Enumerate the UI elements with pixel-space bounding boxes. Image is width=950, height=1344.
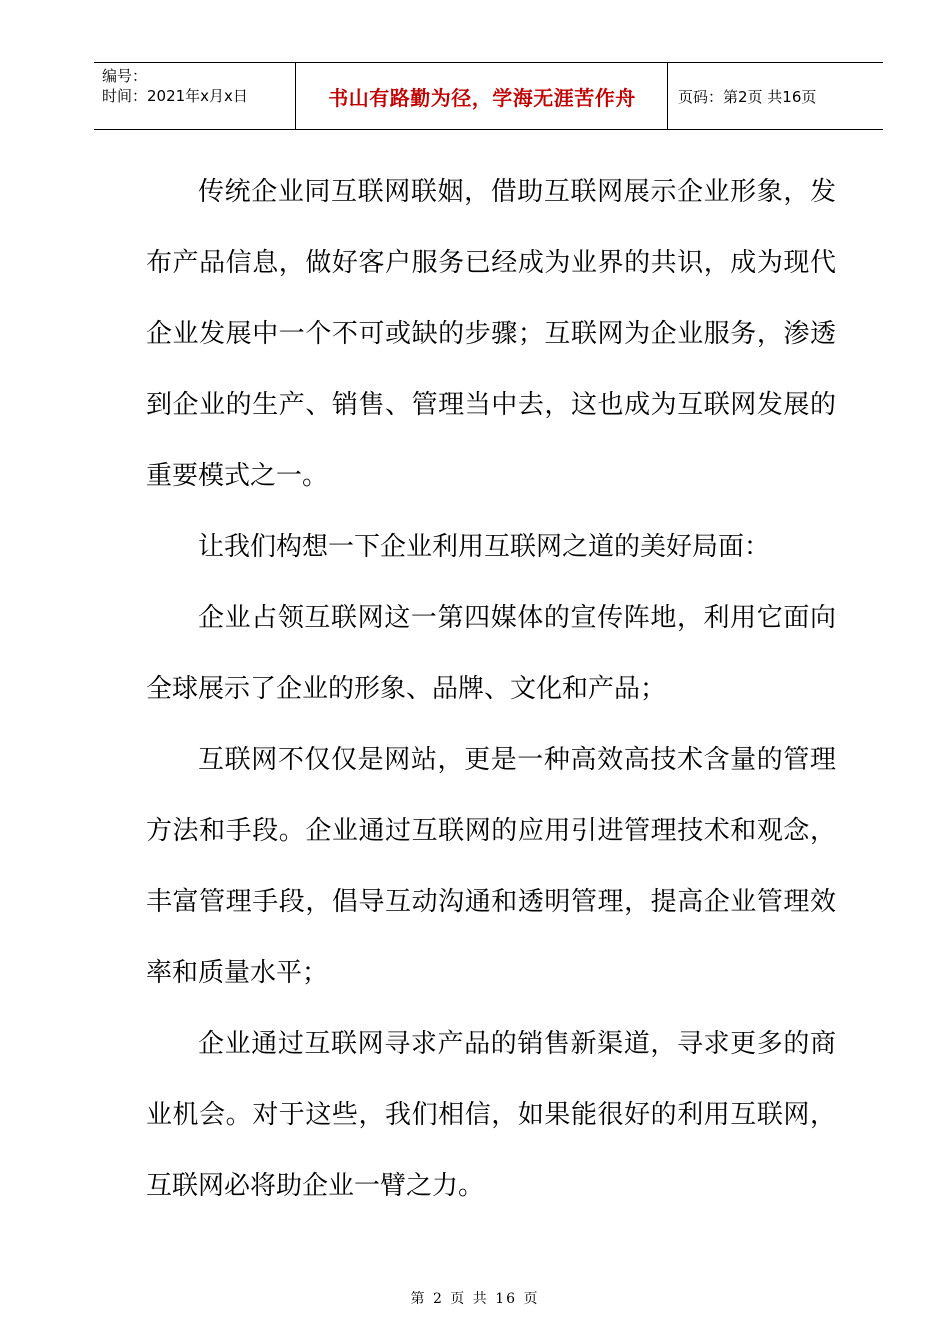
header-meta [102, 66, 248, 106]
paragraph-4: 互联网不仅仅是网站，更是一种高效高技术含量的管理方法和手段。企业通过互联网的应用引进管理技术和观念，丰富管理手段，倡导互动沟通和透明管理，提高企业管理效率和质量水平； [146, 745, 836, 988]
page-header [94, 62, 883, 130]
header-page-info: 页码：第2页 共16页 [678, 88, 817, 106]
time-label: 时间：2021年x月x日 [102, 87, 248, 105]
document-body [146, 157, 836, 1222]
paragraph-3: 企业占领互联网这一第四媒体的宣传阵地，利用它面向全球展示了企业的形象、品牌、文化和产品； [146, 603, 836, 704]
paragraph-5: 企业通过互联网寻求产品的销售新渠道，寻求更多的商业机会。对于这些，我们相信，如果能很好的利用互联网，互联网必将助企业一臂之力。 [146, 1029, 836, 1201]
header-motto: 书山有路勤为径，学海无涯苦作舟 [328, 86, 636, 110]
paragraph-2: 让我们构想一下企业利用互联网之道的美好局面： [198, 532, 771, 562]
number-label: 编号： [102, 67, 148, 85]
page-footer: 第 2 页 共 16 页 [410, 1291, 540, 1307]
paragraph-1: 传统企业同互联网联姻，借助互联网展示企业形象，发布产品信息，做好客户服务已经成为业界的共识，成为现代企业发展中一个不可或缺的步骤；互联网为企业服务，渗透到企业的生产、销售、管理当中去，这也成为互联网发展的重要模式之一。 [146, 177, 836, 491]
header-divider-right [667, 63, 668, 130]
